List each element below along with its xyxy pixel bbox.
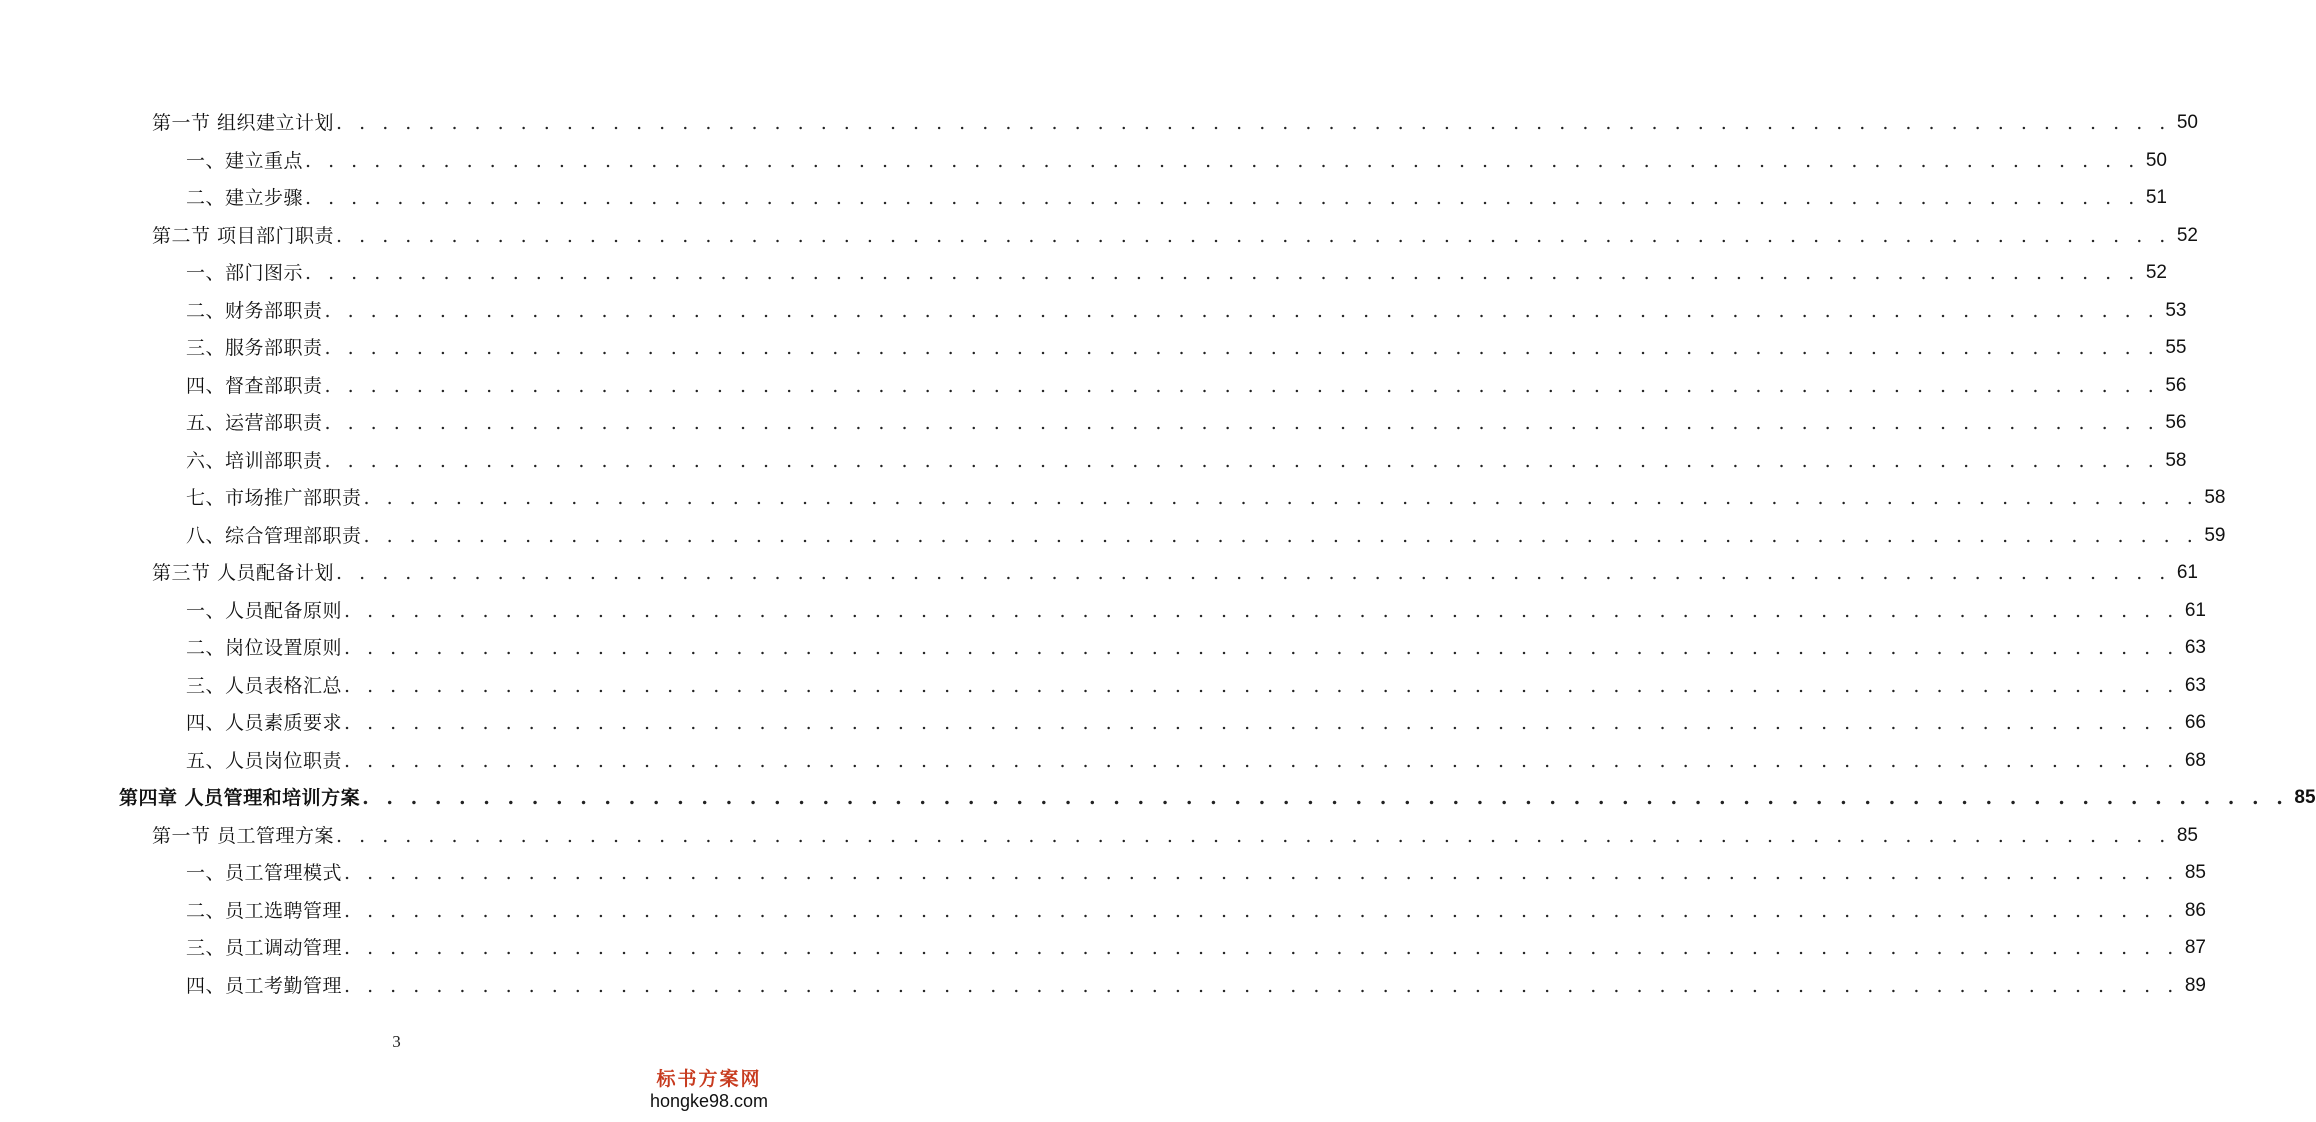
toc-entry-page: 87 — [2184, 937, 2206, 958]
toc-entry-title: 一、人员配备原则 — [186, 599, 343, 622]
toc-entry-page: 66 — [2184, 712, 2206, 733]
toc-leader-dots: . . . . . . . . . . . . . . . . . . . . . . . . . . . . . . . . . . . . . . . . . . . . . . . . . . . . . . . . . . . . . . . . . . . . . . . . . . . . . . . . — [305, 187, 2140, 209]
toc-entry-page: 63 — [2184, 674, 2206, 696]
toc-entry-page: 58 — [2165, 449, 2187, 471]
toc-entry-title: 一、建立重点 — [186, 149, 304, 172]
toc-entry-item[interactable] — [186, 968, 2206, 998]
toc-leader-dots: . . . . . . . . . . . . . . . . . . . . . . . . . . . . . . . . . . . . . . . . . . . . . . . . . . . . . . . . . . . . . . . . . . . . . . . . . . . . . . . . — [324, 299, 2160, 322]
toc-leader-dots: . . . . . . . . . . . . . . . . . . . . . . . . . . . . . . . . . . . . . . . . . . . . . . . . . . . . . . . . . . . . . . . . . . . . . . . . . . . . . . . . — [344, 899, 2179, 922]
toc-entry-title: 二、建立步骤 — [186, 187, 304, 209]
toc-entry-title: 二、员工选聘管理 — [186, 899, 343, 922]
toc-leader-dots: . . . . . . . . . . . . . . . . . . . . . . . . . . . . . . . . . . . . . . . . . . . . . . . . . . . . . . . . . . . . . . . . . . . . . . . . . . . . . . . . — [362, 787, 2289, 809]
toc-entry-page: 61 — [2184, 599, 2206, 621]
toc-entry-page: 85 — [2176, 824, 2198, 846]
toc-entry-section[interactable] — [152, 818, 2198, 848]
toc-leader-dots: . . . . . . . . . . . . . . . . . . . . . . . . . . . . . . . . . . . . . . . . . . . . . . . . . . . . . . . . . . . . . . . . . . . . . . . . . . . . . . . . — [344, 674, 2179, 697]
toc-entry-item[interactable] — [186, 368, 2187, 398]
toc-entry-page: 51 — [2145, 187, 2167, 208]
toc-entry-item[interactable] — [186, 930, 2206, 960]
toc-entry-title: 二、岗位设置原则 — [186, 637, 343, 659]
toc-leader-dots: . . . . . . . . . . . . . . . . . . . . . . . . . . . . . . . . . . . . . . . . . . . . . . . . . . . . . . . . . . . . . . . . . . . . . . . . . . . . . . . . — [305, 262, 2140, 284]
toc-entry-title: 第二节 项目部门职责 — [152, 224, 335, 247]
toc-entry-title: 三、服务部职责 — [186, 337, 323, 359]
toc-entry-title: 七、市场推广部职责 — [186, 487, 362, 509]
toc-entry-page: 55 — [2165, 337, 2187, 358]
toc-entry-item[interactable] — [186, 143, 2167, 173]
toc-leader-dots: . . . . . . . . . . . . . . . . . . . . . . . . . . . . . . . . . . . . . . . . . . . . . . . . . . . . . . . . . . . . . . . . . . . . . . . . . . . . . . . . — [344, 712, 2179, 734]
toc-entry-section[interactable] — [152, 218, 2198, 248]
toc-entry-title: 八、综合管理部职责 — [186, 524, 362, 547]
toc-leader-dots: . . . . . . . . . . . . . . . . . . . . . . . . . . . . . . . . . . . . . . . . . . . . . . . . . . . . . . . . . . . . . . . . . . . . . . . . . . . . . . . . — [336, 824, 2171, 847]
toc-leader-dots: . . . . . . . . . . . . . . . . . . . . . . . . . . . . . . . . . . . . . . . . . . . . . . . . . . . . . . . . . . . . . . . . . . . . . . . . . . . . . . . . — [324, 337, 2160, 359]
toc-entry-section[interactable] — [152, 555, 2198, 585]
toc-entry-item[interactable] — [186, 293, 2187, 323]
toc-entry-page: 63 — [2184, 637, 2206, 658]
toc-entry-title: 一、部门图示 — [186, 262, 304, 284]
toc-entry-chapter[interactable] — [119, 780, 2316, 810]
toc-entry-section[interactable] — [152, 105, 2198, 135]
toc-leader-dots: . . . . . . . . . . . . . . . . . . . . . . . . . . . . . . . . . . . . . . . . . . . . . . . . . . . . . . . . . . . . . . . . . . . . . . . . . . . . . . . . — [363, 487, 2199, 509]
toc-entry-page: 52 — [2176, 224, 2198, 246]
toc-entry-title: 第三节 人员配备计划 — [152, 562, 335, 584]
toc-entry-page: 58 — [2204, 487, 2226, 508]
toc-entry-title: 六、培训部职责 — [186, 449, 323, 472]
page-number: 3 — [392, 1032, 401, 1051]
toc-leader-dots: . . . . . . . . . . . . . . . . . . . . . . . . . . . . . . . . . . . . . . . . . . . . . . . . . . . . . . . . . . . . . . . . . . . . . . . . . . . . . . . . — [344, 862, 2179, 884]
toc-leader-dots: . . . . . . . . . . . . . . . . . . . . . . . . . . . . . . . . . . . . . . . . . . . . . . . . . . . . . . . . . . . . . . . . . . . . . . . . . . . . . . . . — [324, 412, 2160, 434]
toc-entry-title: 五、运营部职责 — [186, 412, 323, 434]
toc-entry-page: 59 — [2204, 524, 2226, 546]
toc-entry-item[interactable] — [186, 893, 2206, 923]
toc-entry-title: 第一节 组织建立计划 — [152, 112, 335, 134]
toc-entry-title: 四、督查部职责 — [186, 374, 323, 397]
toc-entry-page: 89 — [2184, 974, 2206, 996]
toc-entry-page: 56 — [2165, 374, 2187, 396]
toc-entry-item[interactable] — [186, 668, 2206, 698]
toc-entry-page: 52 — [2145, 262, 2167, 283]
toc-entry-page: 86 — [2184, 899, 2206, 921]
toc-entry-title: 第四章 人员管理和培训方案 — [119, 787, 361, 809]
toc-leader-dots: . . . . . . . . . . . . . . . . . . . . . . . . . . . . . . . . . . . . . . . . . . . . . . . . . . . . . . . . . . . . . . . . . . . . . . . . . . . . . . . . — [336, 562, 2171, 584]
toc-entry-title: 三、员工调动管理 — [186, 937, 343, 959]
toc-entry-page: 68 — [2184, 749, 2206, 771]
toc-leader-dots: . . . . . . . . . . . . . . . . . . . . . . . . . . . . . . . . . . . . . . . . . . . . . . . . . . . . . . . . . . . . . . . . . . . . . . . . . . . . . . . . — [344, 749, 2179, 772]
toc-leader-dots: . . . . . . . . . . . . . . . . . . . . . . . . . . . . . . . . . . . . . . . . . . . . . . . . . . . . . . . . . . . . . . . . . . . . . . . . . . . . . . . . — [324, 374, 2160, 397]
toc-entry-item[interactable] — [186, 743, 2206, 773]
toc-leader-dots: . . . . . . . . . . . . . . . . . . . . . . . . . . . . . . . . . . . . . . . . . . . . . . . . . . . . . . . . . . . . . . . . . . . . . . . . . . . . . . . . — [344, 637, 2179, 659]
toc-entry-page: 50 — [2145, 149, 2167, 171]
toc-entry-page: 85 — [2294, 787, 2316, 808]
toc-entry-item[interactable] — [186, 480, 2226, 510]
toc-leader-dots: . . . . . . . . . . . . . . . . . . . . . . . . . . . . . . . . . . . . . . . . . . . . . . . . . . . . . . . . . . . . . . . . . . . . . . . . . . . . . . . . — [324, 449, 2160, 472]
toc-entry-title: 五、人员岗位职责 — [186, 749, 343, 772]
toc-leader-dots: . . . . . . . . . . . . . . . . . . . . . . . . . . . . . . . . . . . . . . . . . . . . . . . . . . . . . . . . . . . . . . . . . . . . . . . . . . . . . . . . — [363, 524, 2199, 547]
toc-leader-dots: . . . . . . . . . . . . . . . . . . . . . . . . . . . . . . . . . . . . . . . . . . . . . . . . . . . . . . . . . . . . . . . . . . . . . . . . . . . . . . . . — [344, 974, 2179, 997]
watermark-title: 标书方案网 — [656, 1068, 762, 1090]
toc-entry-item[interactable] — [186, 443, 2187, 473]
toc-entry-page: 56 — [2165, 412, 2187, 433]
toc-leader-dots: . . . . . . . . . . . . . . . . . . . . . . . . . . . . . . . . . . . . . . . . . . . . . . . . . . . . . . . . . . . . . . . . . . . . . . . . . . . . . . . . — [344, 599, 2179, 622]
toc-entry-item[interactable] — [186, 855, 2206, 885]
toc-entry-item[interactable] — [186, 705, 2206, 735]
toc-entry-title: 三、人员表格汇总 — [186, 674, 343, 697]
toc-entry-title: 四、员工考勤管理 — [186, 974, 343, 997]
toc-entry-title: 二、财务部职责 — [186, 299, 323, 322]
toc-entry-item[interactable] — [186, 593, 2206, 623]
toc-leader-dots: . . . . . . . . . . . . . . . . . . . . . . . . . . . . . . . . . . . . . . . . . . . . . . . . . . . . . . . . . . . . . . . . . . . . . . . . . . . . . . . . — [305, 149, 2140, 172]
toc-entry-item[interactable] — [186, 255, 2167, 285]
toc-entry-title: 第一节 员工管理方案 — [152, 824, 335, 847]
toc-entry-title: 四、人员素质要求 — [186, 712, 343, 734]
toc-entry-page: 53 — [2165, 299, 2187, 321]
toc-entry-item[interactable] — [186, 405, 2187, 435]
toc-entry-item[interactable] — [186, 630, 2206, 660]
toc-leader-dots: . . . . . . . . . . . . . . . . . . . . . . . . . . . . . . . . . . . . . . . . . . . . . . . . . . . . . . . . . . . . . . . . . . . . . . . . . . . . . . . . — [344, 937, 2179, 959]
toc-entry-title: 一、员工管理模式 — [186, 862, 343, 884]
toc-leader-dots: . . . . . . . . . . . . . . . . . . . . . . . . . . . . . . . . . . . . . . . . . . . . . . . . . . . . . . . . . . . . . . . . . . . . . . . . . . . . . . . . — [336, 224, 2171, 247]
toc-entry-item[interactable] — [186, 518, 2226, 548]
toc-entry-item[interactable] — [186, 180, 2167, 210]
watermark-logo — [639, 1068, 779, 1112]
toc-entry-page: 85 — [2184, 862, 2206, 883]
toc-leader-dots: . . . . . . . . . . . . . . . . . . . . . . . . . . . . . . . . . . . . . . . . . . . . . . . . . . . . . . . . . . . . . . . . . . . . . . . . . . . . . . . . — [336, 112, 2171, 134]
toc-entry-page: 50 — [2176, 112, 2198, 133]
toc-entry-item[interactable] — [186, 330, 2187, 360]
watermark-url: hongke98.com — [649, 1091, 769, 1111]
toc-entry-page: 61 — [2176, 562, 2198, 583]
